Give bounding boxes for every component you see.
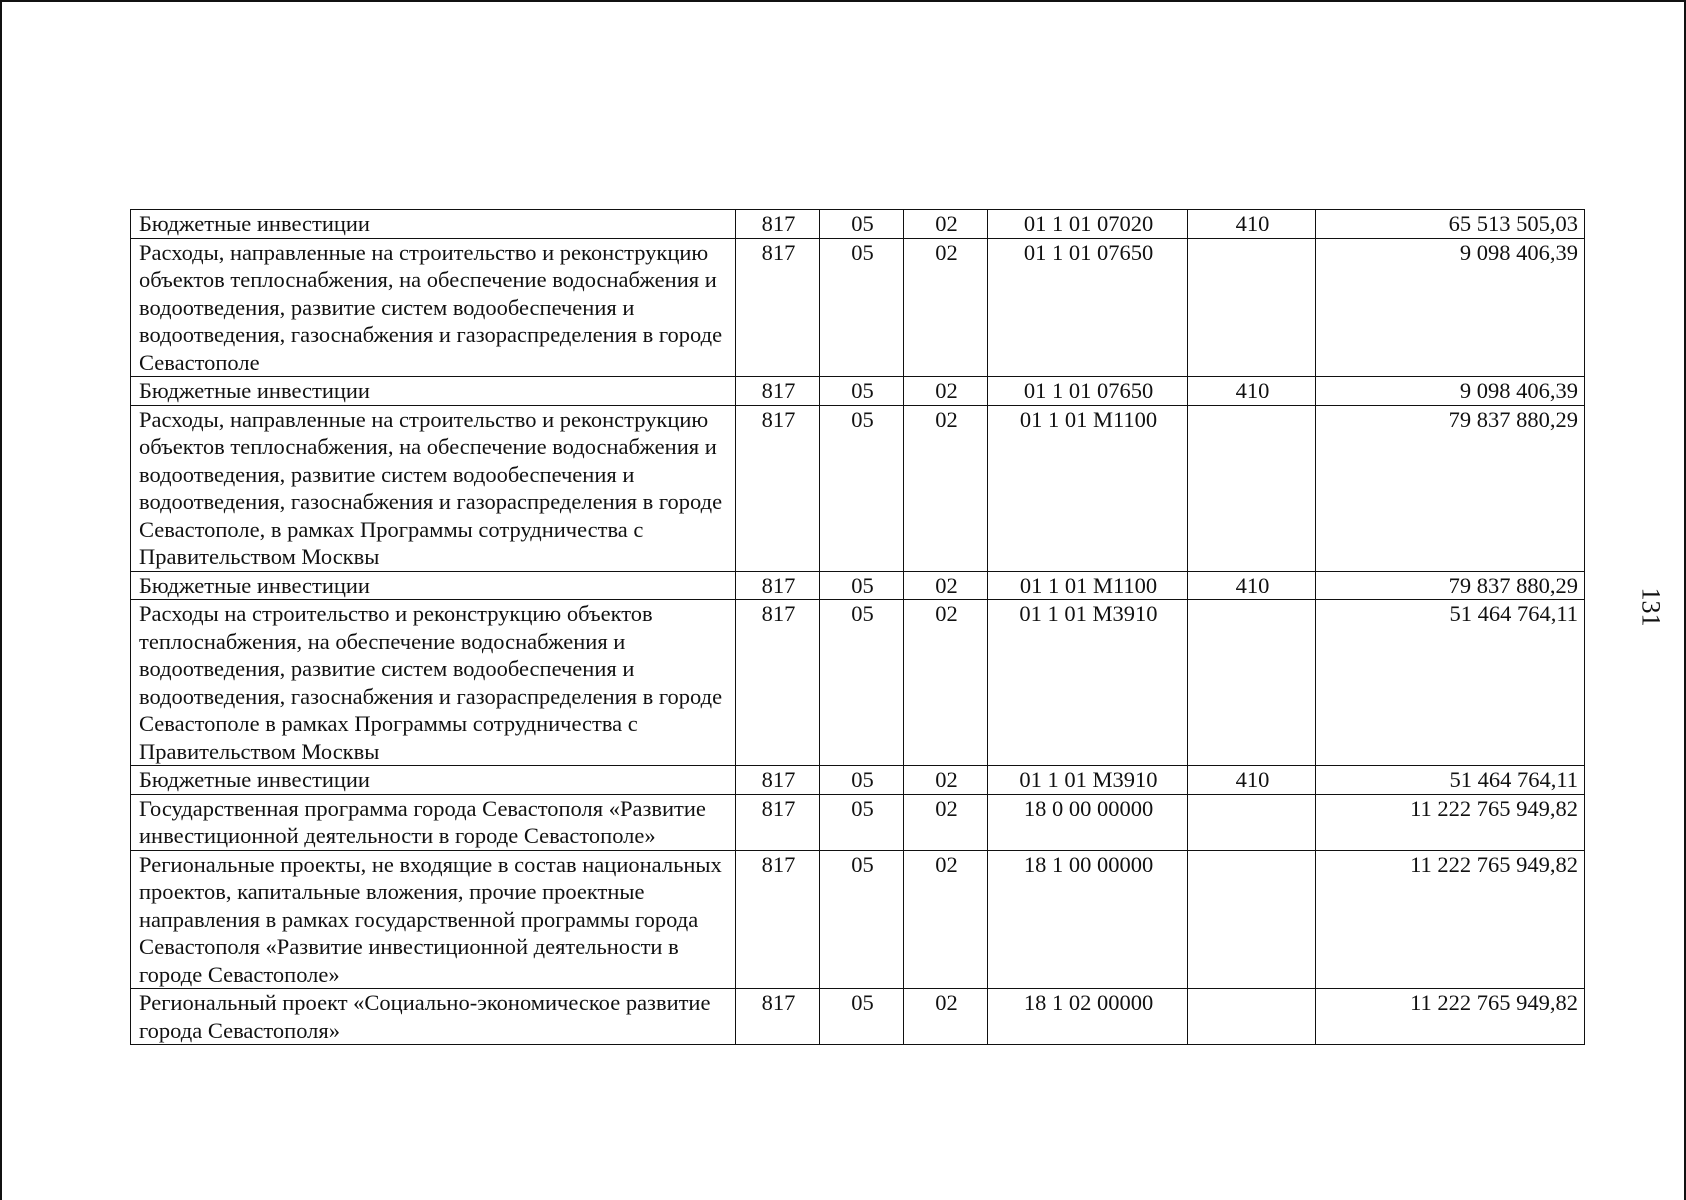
ministry-code-cell: 817 <box>736 989 820 1045</box>
subsection-code-cell: 02 <box>904 238 988 377</box>
ministry-code-cell: 817 <box>736 571 820 600</box>
ministry-code-cell: 817 <box>736 850 820 989</box>
target-article-cell: 01 1 01 07650 <box>988 377 1188 406</box>
subsection-code-cell: 02 <box>904 600 988 766</box>
subsection-code-cell: 02 <box>904 377 988 406</box>
expense-name-cell: Бюджетные инвестиции <box>131 766 736 795</box>
ministry-code-cell: 817 <box>736 766 820 795</box>
amount-cell: 79 837 880,29 <box>1316 405 1585 571</box>
table-row <box>131 850 1585 989</box>
amount-cell: 79 837 880,29 <box>1316 571 1585 600</box>
ministry-code-cell: 817 <box>736 377 820 406</box>
target-article-cell: 01 1 01 M1100 <box>988 571 1188 600</box>
section-code-cell: 05 <box>820 989 904 1045</box>
subsection-code-cell: 02 <box>904 405 988 571</box>
subsection-code-cell: 02 <box>904 571 988 600</box>
expense-name-cell: Государственная программа города Севастополя «Развитие инвестиционной деятельности в городе Севастополе» <box>131 794 736 850</box>
table-row <box>131 600 1585 766</box>
amount-cell: 9 098 406,39 <box>1316 377 1585 406</box>
section-code-cell: 05 <box>820 210 904 239</box>
target-article-cell: 01 1 01 07650 <box>988 238 1188 377</box>
section-code-cell: 05 <box>820 850 904 989</box>
expense-type-cell: 410 <box>1188 571 1316 600</box>
subsection-code-cell: 02 <box>904 794 988 850</box>
ministry-code-cell: 817 <box>736 794 820 850</box>
expense-type-cell <box>1188 600 1316 766</box>
table-row <box>131 766 1585 795</box>
subsection-code-cell: 02 <box>904 850 988 989</box>
subsection-code-cell: 02 <box>904 989 988 1045</box>
budget-table <box>130 209 1585 1045</box>
budget-table-body <box>131 210 1585 1045</box>
ministry-code-cell: 817 <box>736 238 820 377</box>
target-article-cell: 01 1 01 M1100 <box>988 405 1188 571</box>
expense-type-cell <box>1188 405 1316 571</box>
amount-cell: 11 222 765 949,82 <box>1316 989 1585 1045</box>
table-row <box>131 377 1585 406</box>
section-code-cell: 05 <box>820 766 904 795</box>
amount-cell: 9 098 406,39 <box>1316 238 1585 377</box>
amount-cell: 51 464 764,11 <box>1316 766 1585 795</box>
expense-type-cell <box>1188 989 1316 1045</box>
section-code-cell: 05 <box>820 571 904 600</box>
expense-name-cell: Расходы, направленные на строительство и реконструкцию объектов теплоснабжения, на обеспечение водоснабжения и водоотведения, развитие систем водообеспечения и водоотведения, газоснабжения и газораспределения в городе Севастополе <box>131 238 736 377</box>
expense-name-cell: Бюджетные инвестиции <box>131 571 736 600</box>
ministry-code-cell: 817 <box>736 405 820 571</box>
section-code-cell: 05 <box>820 238 904 377</box>
section-code-cell: 05 <box>820 794 904 850</box>
table-row <box>131 989 1585 1045</box>
expense-type-cell: 410 <box>1188 766 1316 795</box>
table-row <box>131 405 1585 571</box>
amount-cell: 11 222 765 949,82 <box>1316 850 1585 989</box>
expense-name-cell: Расходы на строительство и реконструкцию объектов теплоснабжения, на обеспечение водоснабжения и водоотведения, развитие систем водообеспечения и водоотведения, газоснабжения и газораспределения в городе Севастополе в рамках Программы сотрудничества с Правительством Москвы <box>131 600 736 766</box>
amount-cell: 11 222 765 949,82 <box>1316 794 1585 850</box>
target-article-cell: 01 1 01 M3910 <box>988 600 1188 766</box>
expense-type-cell: 410 <box>1188 377 1316 406</box>
expense-name-cell: Бюджетные инвестиции <box>131 210 736 239</box>
target-article-cell: 18 1 02 00000 <box>988 989 1188 1045</box>
expense-name-cell: Региональные проекты, не входящие в состав национальных проектов, капитальные вложения, прочие проектные направления в рамках государственной программы города Севастополя «Развитие инвестиционной деятельности в городе Севастополе» <box>131 850 736 989</box>
expense-name-cell: Бюджетные инвестиции <box>131 377 736 406</box>
expense-type-cell <box>1188 850 1316 989</box>
amount-cell: 65 513 505,03 <box>1316 210 1585 239</box>
subsection-code-cell: 02 <box>904 210 988 239</box>
table-row <box>131 794 1585 850</box>
section-code-cell: 05 <box>820 405 904 571</box>
page-number: 131 <box>1636 587 1666 627</box>
amount-cell: 51 464 764,11 <box>1316 600 1585 766</box>
table-row <box>131 571 1585 600</box>
target-article-cell: 01 1 01 M3910 <box>988 766 1188 795</box>
target-article-cell: 18 1 00 00000 <box>988 850 1188 989</box>
expense-name-cell: Региональный проект «Социально-экономическое развитие города Севастополя» <box>131 989 736 1045</box>
expense-type-cell <box>1188 238 1316 377</box>
expense-type-cell: 410 <box>1188 210 1316 239</box>
expense-type-cell <box>1188 794 1316 850</box>
table-row <box>131 238 1585 377</box>
expense-name-cell: Расходы, направленные на строительство и реконструкцию объектов теплоснабжения, на обеспечение водоснабжения и водоотведения, развитие систем водообеспечения и водоотведения, газоснабжения и газораспределения в городе Севастополе, в рамках Программы сотрудничества с Правительством Москвы <box>131 405 736 571</box>
ministry-code-cell: 817 <box>736 600 820 766</box>
subsection-code-cell: 02 <box>904 766 988 795</box>
ministry-code-cell: 817 <box>736 210 820 239</box>
table-row <box>131 210 1585 239</box>
target-article-cell: 18 0 00 00000 <box>988 794 1188 850</box>
section-code-cell: 05 <box>820 600 904 766</box>
target-article-cell: 01 1 01 07020 <box>988 210 1188 239</box>
section-code-cell: 05 <box>820 377 904 406</box>
